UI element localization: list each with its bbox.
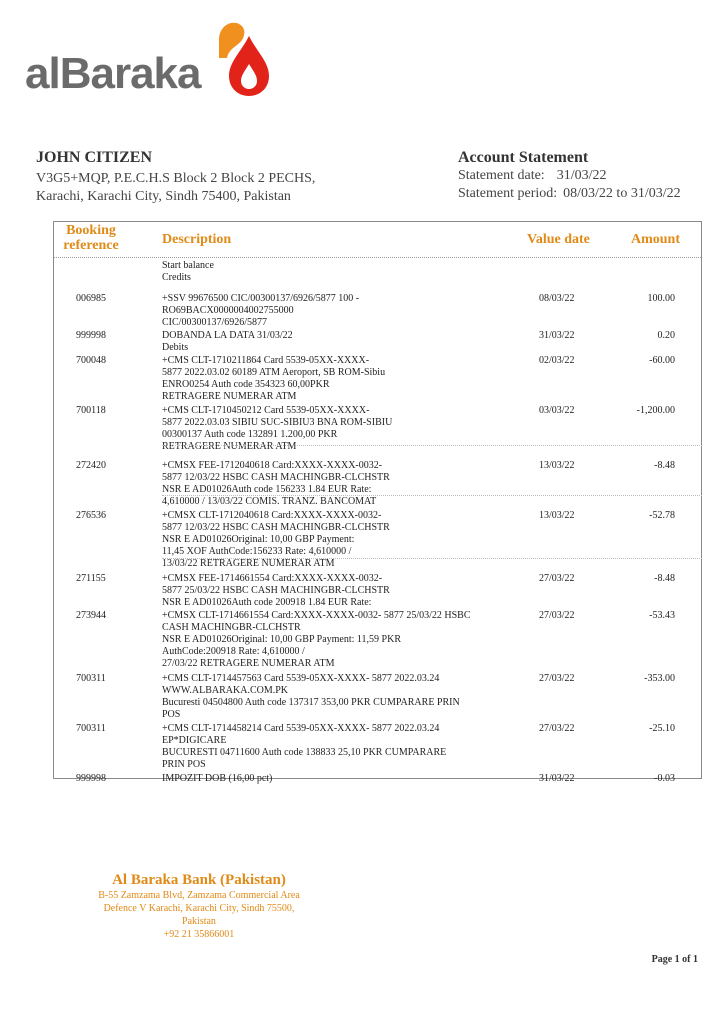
booking-reference: 700048	[76, 355, 106, 366]
description-line: 11,45 XOF AuthCode:156233 Rate: 4,610000 /	[162, 546, 352, 557]
row-separator	[162, 558, 702, 559]
description-line: NSR E AD01026Original: 10,00 GBP Payment:	[162, 534, 355, 545]
address-line-1: V3G5+MQP, P.E.C.H.S Block 2 Block 2 PECHS,	[36, 171, 316, 186]
value-date: 13/03/22	[539, 510, 575, 521]
description-line: 27/03/22 RETRAGERE NUMERAR ATM	[162, 658, 335, 669]
transaction-description	[162, 723, 507, 771]
table-header	[54, 222, 701, 258]
description-line: Credits	[162, 272, 191, 283]
value-date: 27/03/22	[539, 610, 575, 621]
header-ref-line2: reference	[63, 238, 119, 253]
row-separator	[162, 495, 702, 496]
statement-date-value: 31/03/22	[556, 168, 607, 183]
description-line: 5877 12/03/22 HSBC CASH MACHINGBR-CLCHSTR	[162, 522, 390, 533]
description-line: Start balance	[162, 260, 214, 271]
footer-address-line3: Pakistan	[182, 916, 216, 927]
value-date: 08/03/22	[539, 293, 575, 304]
amount: 100.00	[647, 293, 675, 304]
amount: 0.20	[657, 330, 675, 341]
transaction-description	[162, 510, 507, 570]
transaction-description	[162, 460, 507, 508]
transaction-description	[162, 773, 507, 785]
booking-reference: 700118	[76, 405, 106, 416]
value-date: 03/03/22	[539, 405, 575, 416]
description-line: +CMS CLT-1710211864 Card 5539-05XX-XXXX-	[162, 355, 370, 366]
header-value-date: Value date	[527, 232, 590, 247]
booking-reference: 271155	[76, 573, 106, 584]
transactions-table	[53, 221, 702, 784]
description-line: WWW.ALBARAKA.COM.PK	[162, 685, 289, 696]
description-line: POS	[162, 709, 181, 720]
description-line: RETRAGERE NUMERAR ATM	[162, 391, 297, 402]
description-line: +CMSX CLT-1712040618 Card:XXXX-XXXX-0032-	[162, 510, 382, 521]
logo-wordmark: alBaraka	[25, 49, 201, 98]
description-line: IMPOZIT DOB (16,00 pct)	[162, 773, 273, 784]
value-date: 02/03/22	[539, 355, 575, 366]
description-line: 13/03/22 RETRAGERE NUMERAR ATM	[162, 558, 335, 569]
transaction-description	[162, 260, 507, 284]
header-description: Description	[162, 232, 232, 247]
bank-logo	[25, 18, 275, 100]
description-line: +CMS CLT-1710450212 Card 5539-05XX-XXXX-	[162, 405, 370, 416]
booking-reference: 272420	[76, 460, 106, 471]
amount: -8.48	[654, 573, 675, 584]
customer-name: JOHN CITIZEN	[36, 149, 153, 166]
transaction-description	[162, 673, 507, 721]
booking-reference: 276536	[76, 510, 106, 521]
footer-address-line1: B-55 Zamzama Blvd, Zamzama Commercial Area	[98, 890, 300, 901]
booking-reference: 999998	[76, 773, 106, 784]
description-line: CIC/00300137/6926/5877	[162, 317, 268, 328]
value-date: 27/03/22	[539, 723, 575, 734]
statement-period-value: 08/03/22 to 31/03/22	[563, 186, 681, 201]
description-line: 5877 2022.03.03 SIBIU SUC-SIBIU3 BNA ROM-SIBIU	[162, 417, 393, 428]
description-line: +CMSX CLT-1714661554 Card:XXXX-XXXX-0032- 5877 25/03/22 HSBC	[162, 610, 471, 621]
description-line: 5877 2022.03.02 60189 ATM Aeroport, SB ROM-Sibiu	[162, 367, 386, 378]
description-line: 5877 12/03/22 HSBC CASH MACHINGBR-CLCHSTR	[162, 472, 390, 483]
amount: -8.48	[654, 460, 675, 471]
footer-phone: +92 21 35866001	[163, 929, 235, 940]
transaction-description	[162, 610, 507, 670]
amount: -1,200.00	[636, 405, 675, 416]
statement-date-label: Statement date:	[458, 168, 545, 183]
row-separator	[162, 445, 702, 446]
value-date: 31/03/22	[539, 773, 575, 784]
value-date: 31/03/22	[539, 330, 575, 341]
bank-footer	[68, 871, 330, 941]
description-line: +SSV 99676500 CIC/00300137/6926/5877 100 -	[162, 293, 360, 304]
description-line: NSR E AD01026Auth code 200918 1.84 EUR Rate:	[162, 597, 372, 608]
value-date: 13/03/22	[539, 460, 575, 471]
address-line-2: Karachi, Karachi City, Sindh 75400, Pakistan	[36, 189, 291, 204]
booking-reference: 700311	[76, 723, 106, 734]
description-line: +CMS CLT-1714458214 Card 5539-05XX-XXXX- 5877 2022.03.24	[162, 723, 440, 734]
transaction-description	[162, 355, 507, 403]
description-line: +CMSX FEE-1714661554 Card:XXXX-XXXX-0032-	[162, 573, 383, 584]
description-line: BUCURESTI 04711600 Auth code 138833 25,10 PKR CUMPARARE	[162, 747, 447, 758]
description-line: Debits	[162, 342, 189, 353]
statement-title: Account Statement	[458, 149, 589, 166]
statement-period	[458, 186, 681, 202]
page-number: Page 1 of 1	[651, 954, 698, 965]
amount: -53.43	[649, 610, 675, 621]
amount: -52.78	[649, 510, 675, 521]
description-line: 5877 25/03/22 HSBC CASH MACHINGBR-CLCHSTR	[162, 585, 390, 596]
description-line: 00300137 Auth code 132891 1.200,00 PKR	[162, 429, 338, 440]
amount: -353.00	[644, 673, 675, 684]
footer-bank-name: Al Baraka Bank (Pakistan)	[112, 872, 286, 888]
description-line: DOBANDA LA DATA 31/03/22	[162, 330, 293, 341]
statement-date	[458, 168, 606, 184]
value-date: 27/03/22	[539, 573, 575, 584]
booking-reference: 273944	[76, 610, 106, 621]
logo-drop-icon	[205, 18, 275, 98]
booking-reference: 006985	[76, 293, 106, 304]
customer-address	[36, 170, 315, 206]
description-line: RO69BACX0000004002755000	[162, 305, 294, 316]
description-line: AuthCode:200918 Rate: 4,610000 /	[162, 646, 305, 657]
transaction-description	[162, 330, 507, 354]
description-line: RETRAGERE NUMERAR ATM	[162, 441, 297, 452]
description-line: NSR E AD01026Auth code 156233 1.84 EUR Rate:	[162, 484, 372, 495]
description-line: NSR E AD01026Original: 10,00 GBP Payment: 11,59 PKR	[162, 634, 401, 645]
description-line: PRIN POS	[162, 759, 206, 770]
description-line: +CMSX FEE-1712040618 Card:XXXX-XXXX-0032-	[162, 460, 383, 471]
value-date: 27/03/22	[539, 673, 575, 684]
amount: -25.10	[649, 723, 675, 734]
amount: -0.03	[654, 773, 675, 784]
description-line: 4,610000 / 13/03/22 COMIS. TRANZ. BANCOMAT	[162, 496, 377, 507]
header-ref-line1: Booking	[66, 223, 116, 238]
transaction-description	[162, 293, 507, 329]
statement-period-label: Statement period:	[458, 186, 558, 201]
description-line: +CMS CLT-1714457563 Card 5539-05XX-XXXX- 5877 2022.03.24	[162, 673, 440, 684]
header-booking-reference	[54, 223, 128, 253]
amount: -60.00	[649, 355, 675, 366]
booking-reference: 999998	[76, 330, 106, 341]
footer-address-line2: Defence V Karachi, Karachi City, Sindh 75500,	[103, 903, 295, 914]
description-line: EP*DIGICARE	[162, 735, 227, 746]
booking-reference: 700311	[76, 673, 106, 684]
description-line: CASH MACHINGBR-CLCHSTR	[162, 622, 301, 633]
description-line: ENRO0254 Auth code 354323 60,00PKR	[162, 379, 330, 390]
description-line: Bucuresti 04504800 Auth code 137317 353,00 PKR CUMPARARE PRIN	[162, 697, 460, 708]
transaction-description	[162, 573, 507, 609]
header-amount: Amount	[631, 232, 681, 247]
